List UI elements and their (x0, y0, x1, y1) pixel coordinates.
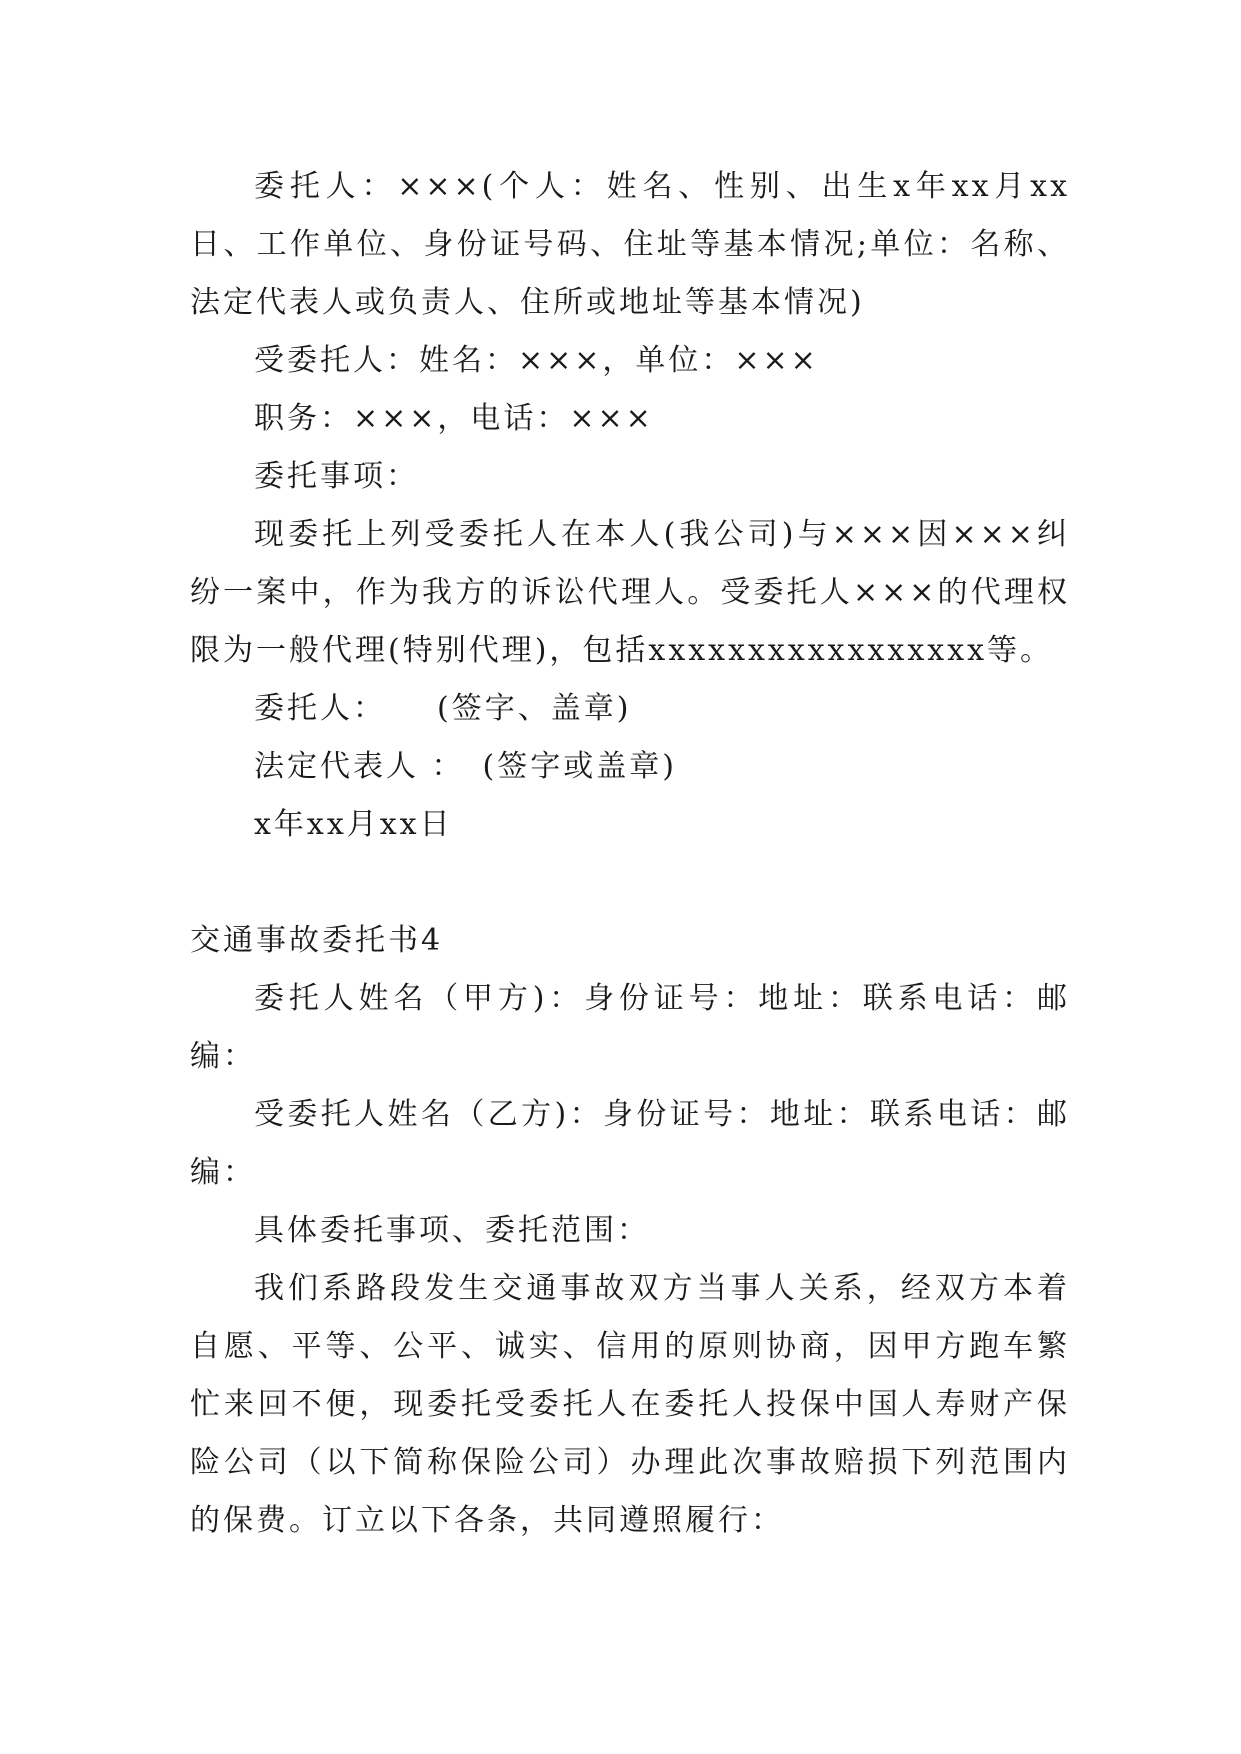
document-body (190, 158, 1070, 1550)
scope-label: 具体委托事项、委托范围： (254, 1213, 650, 1248)
party-a-paragraph: 委托人姓名（甲方)：身份证号：地址：联系电话：邮编： (190, 981, 1070, 1074)
principal-paragraph: 委托人：×××(个人：姓名、性别、出生x年xx月xx日、工作单位、身份证号码、住址等基本情况;单位：名称、法定代表人或负责人、住所或地址等基本情况) (190, 169, 1070, 320)
matters-label: 委托事项： (254, 459, 419, 494)
scope-paragraph: 我们系路段发生交通事故双方当事人关系，经双方本着自愿、平等、公平、诚实、信用的原则协商，因甲方跑车繁忙来回不便，现委托受委托人在委托人投保中国人寿财产保险公司（以下简称保险公司）办理此次事故赔损下列范围内的保费。订立以下各条，共同遵照履行： (190, 1271, 1070, 1538)
section-spacer (190, 854, 1070, 912)
agent-paragraph: 受委托人：姓名：×××，单位：××× (254, 343, 819, 378)
matters-paragraph: 现委托上列受委托人在本人(我公司)与×××因×××纠纷一案中，作为我方的诉讼代理人。受委托人×××的代理权限为一般代理(特别代理)，包括xxxxxxxxxxxxxxxxx等。 (190, 517, 1070, 668)
position-paragraph: 职务：×××，电话：××× (254, 401, 654, 436)
section-title: 交通事故委托书4 (190, 923, 444, 958)
date-line: x年xx月xx日 (254, 807, 453, 842)
party-b-paragraph: 受委托人姓名（乙方)：身份证号：地址：联系电话：邮编： (190, 1097, 1070, 1190)
signature-principal: 委托人： (签字、盖章) (254, 691, 632, 726)
signature-legal-rep: 法定代表人 ： (签字或盖章) (254, 749, 677, 784)
